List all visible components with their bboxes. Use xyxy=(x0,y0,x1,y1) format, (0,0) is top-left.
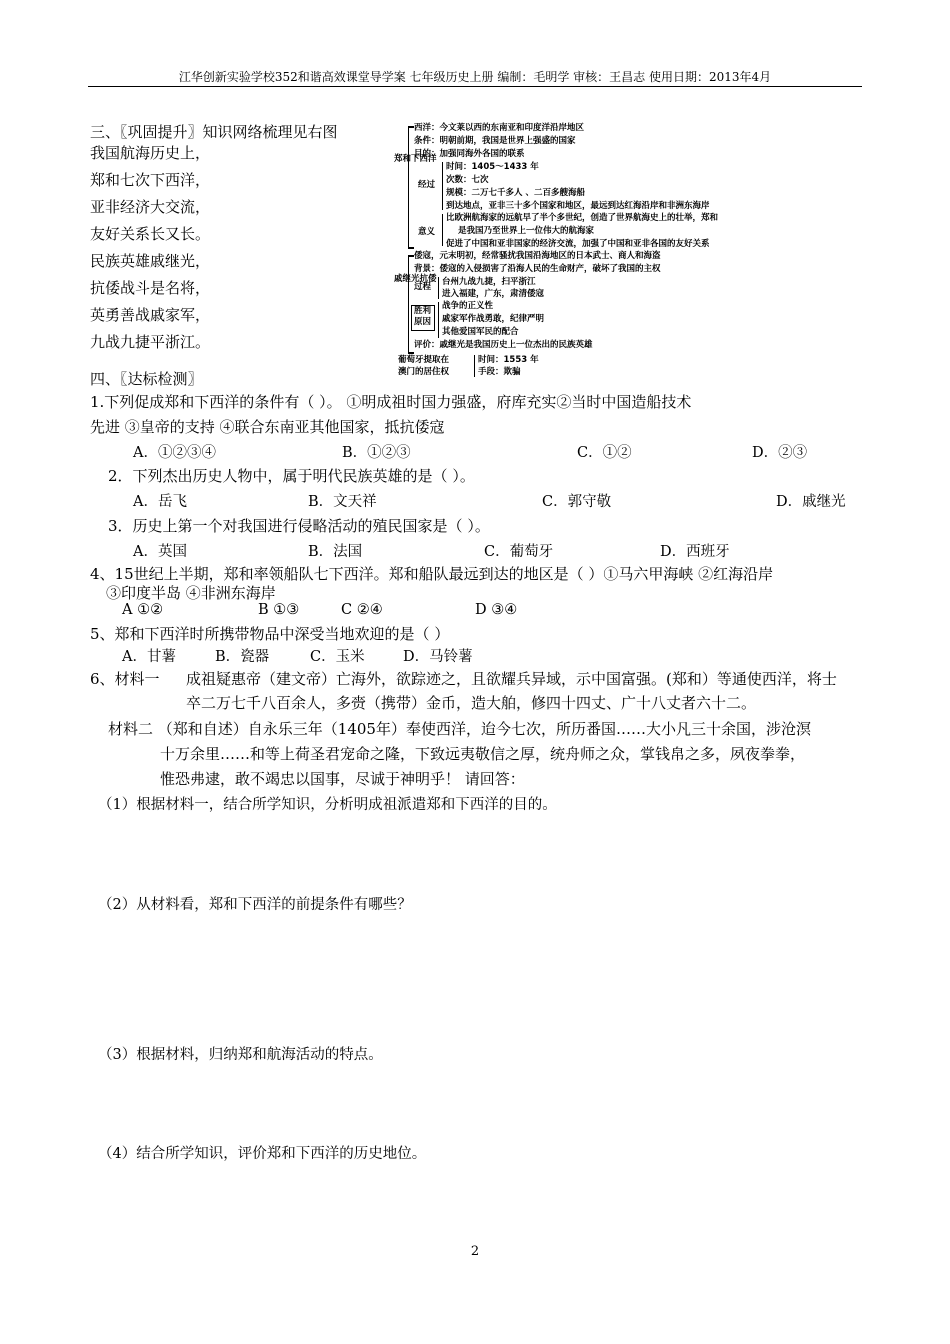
q4-option-c[interactable]: C ②④ xyxy=(341,602,383,618)
qijiguang-brace xyxy=(408,255,409,353)
section4-title: 四、〖达标检测〗 xyxy=(90,370,203,388)
yiyi-text-3: 促进了中国和亚非国家的经济交流，加强了中国和亚非各国的友好关系 xyxy=(446,239,710,249)
shijian-text: 时间：1405～1433 年 xyxy=(446,162,539,172)
q6-material2-line3: 惟恐弗逮，敢不竭忠以国事，尽诚于神明乎！ 请回答： xyxy=(160,770,525,788)
q6-material1-line2: 卒二万七千八百余人，多赍（携带）金币，造大舶，修四十四丈、广十八丈者六十二。 xyxy=(186,694,757,712)
putao-time: 时间：1553 年 xyxy=(478,355,539,365)
q2-option-d[interactable]: D．戚继光 xyxy=(776,494,846,510)
zhenghe-label: 郑和下西洋 xyxy=(394,154,437,164)
q4-option-b[interactable]: B ①③ xyxy=(258,602,300,618)
pingjia-text: 评价：戚继光是我国历史上一位杰出的民族英雄 xyxy=(414,340,593,350)
knowledge-diagram xyxy=(388,118,836,380)
q3-option-d[interactable]: D．西班牙 xyxy=(660,544,730,560)
q1-option-b[interactable]: B．①②③ xyxy=(342,445,411,461)
q1-stem-line2: 先进 ③皇帝的支持 ④联合东南亚其他国家，抵抗倭寇 xyxy=(90,418,445,436)
qijiguang-label: 戚继光抗倭 xyxy=(394,274,437,284)
page-number: 2 xyxy=(470,1244,480,1259)
xiyang-text: 西洋：今文莱以西的东南亚和印度洋沿岸地区 xyxy=(414,123,585,133)
poem-line: 我国航海历史上， xyxy=(90,144,211,162)
q5-stem: 5、郑和下西洋时所携带物品中深受当地欢迎的是（ ） xyxy=(90,625,450,643)
yiyi-brace xyxy=(442,214,443,246)
q6-material2-line1: 材料二 （郑和自述）自永乐三年（1405年）奉使西洋，迨今七次，所历番国……大小凡三十余国，涉沧溟 xyxy=(108,720,811,738)
q3-stem: 3．历史上第一个对我国进行侵略活动的殖民国家是（ ）。 xyxy=(108,517,490,535)
wokou-text: 倭寇，元末明初，经常骚扰我国沿海地区的日本武士、商人和海盗 xyxy=(414,251,661,261)
q3-option-b[interactable]: B．法国 xyxy=(308,544,363,560)
cishu-text: 次数：七次 xyxy=(446,175,489,185)
yuanyin-text-1: 战争的正义性 xyxy=(442,301,494,311)
q6-sub3: （3）根据材料，归纳郑和航海活动的特点。 xyxy=(98,1047,383,1063)
shengli-label: 胜利原因 xyxy=(414,306,432,327)
poem-line: 民族英雄戚继光， xyxy=(90,252,211,270)
putao-text-1: 葡萄牙提取在 xyxy=(398,355,450,365)
poem-line: 亚非经济大交流， xyxy=(90,198,211,216)
poem-line: 抗倭战斗是名将， xyxy=(90,279,211,297)
guocheng-text-1: 台州九战九捷，扫平浙江 xyxy=(442,277,536,287)
putao-means: 手段：欺骗 xyxy=(478,367,521,377)
q3-option-a[interactable]: A．英国 xyxy=(133,544,187,560)
poem-line: 英勇善战戚家军， xyxy=(90,306,211,324)
section3-title: 三、〖巩固提升〗知识网络梳理见右图 xyxy=(90,123,338,141)
guocheng-label: 过程 xyxy=(414,282,432,292)
jingguo-brace xyxy=(442,162,443,210)
putao-brace xyxy=(474,355,475,377)
q1-stem-line1: 1.下列促成郑和下西洋的条件有（ ）。 ①明成祖时国力强盛，府库充实②当时中国造船技术 xyxy=(90,393,692,411)
yiyi-text-1: 比欧洲航海家的远航早了半个多世纪，创造了世界航海史上的壮举，郑和 xyxy=(446,213,719,223)
poem-line: 九战九捷平浙江。 xyxy=(90,333,211,351)
q1-option-d[interactable]: D．②③ xyxy=(752,445,808,461)
yiyi-label: 意义 xyxy=(418,227,436,237)
yiyi-text-2: 是我国乃至世界上一位伟大的航海家 xyxy=(458,226,595,236)
q2-option-b[interactable]: B．文天祥 xyxy=(308,494,377,510)
guimo-text: 规模：二万七千多人 、二百多艘海船 xyxy=(446,188,585,198)
daoda-text: 到达地点，亚非三十多个国家和地区，最远到达红海沿岸和非洲东海岸 xyxy=(446,201,710,211)
guocheng-text-2: 进入福建，广东，肃清倭寇 xyxy=(442,289,545,299)
tiaojian-text: 条件：明朝前期，我国是世界上强盛的国家 xyxy=(414,136,576,146)
q2-option-a[interactable]: A．岳飞 xyxy=(133,494,187,510)
q4-option-d[interactable]: D ③④ xyxy=(475,602,518,618)
yuanyin-brace xyxy=(438,302,439,338)
q6-sub4: （4）结合所学知识，评价郑和下西洋的历史地位。 xyxy=(98,1146,427,1162)
q5-option-d[interactable]: D．马铃薯 xyxy=(403,649,473,665)
q2-stem: 2．下列杰出历史人物中，属于明代民族英雄的是（ ）。 xyxy=(108,467,475,485)
yuanyin-text-3: 其他爱国军民的配合 xyxy=(442,327,519,337)
q1-option-a[interactable]: A．①②③④ xyxy=(133,445,216,461)
poem-line: 友好关系长又长。 xyxy=(90,225,211,243)
q6-material2-line2: 十万余里……和等上荷圣君宠命之隆，下致远夷敬信之厚，统舟师之众，掌钱帛之多，夙夜拳拳， xyxy=(160,745,806,763)
header-rule xyxy=(88,86,862,87)
yuanyin-text-2: 戚家军作战勇敢，纪律严明 xyxy=(442,314,545,324)
q4-option-a[interactable]: A ①② xyxy=(122,602,164,618)
guocheng-brace xyxy=(438,277,439,299)
q5-option-c[interactable]: C．玉米 xyxy=(310,649,365,665)
q6-sub1: （1）根据材料一，结合所学知识，分析明成祖派遣郑和下西洋的目的。 xyxy=(98,797,557,813)
q6-material1-label: 6、材料一 xyxy=(90,670,160,688)
q4-stem-line2: ③印度半岛 ④非洲东海岸 xyxy=(106,584,276,602)
q5-option-a[interactable]: A．甘薯 xyxy=(122,649,176,665)
putao-text-2: 澳门的居住权 xyxy=(398,367,450,377)
zhenghe-brace xyxy=(408,126,409,248)
jingguo-label: 经过 xyxy=(418,180,436,190)
mudi-text: 目的：加强同海外各国的联系 xyxy=(414,149,525,159)
q1-option-c[interactable]: C．①② xyxy=(577,445,632,461)
q3-option-c[interactable]: C．葡萄牙 xyxy=(484,544,554,560)
q6-material1-line1: 成祖疑惠帝（建文帝）亡海外，欲踪迹之，且欲耀兵异域，示中国富强。(郑和）等通使西洋，将士 xyxy=(186,670,837,688)
page-header: 江华创新实验学校352和谐高效课堂导学案 七年级历史上册 编制：毛明学 审核：王昌志 使用日期：2013年4月 xyxy=(178,70,772,84)
q6-sub2: （2）从材料看，郑和下西洋的前提条件有哪些？ xyxy=(98,897,412,913)
poem xyxy=(90,140,210,356)
poem-line: 郑和七次下西洋， xyxy=(90,171,211,189)
q2-option-c[interactable]: C．郭守敬 xyxy=(542,494,612,510)
beijing-text: 背景：倭寇的入侵损害了沿海人民的生命财产，破坏了我国的主权 xyxy=(414,264,661,274)
q4-stem-line1: 4、15世纪上半期，郑和率领船队七下西洋。郑和船队最远到达的地区是（ ）①马六甲海峡 ②红海沿岸 xyxy=(90,565,774,583)
q5-option-b[interactable]: B．瓷器 xyxy=(215,649,270,665)
